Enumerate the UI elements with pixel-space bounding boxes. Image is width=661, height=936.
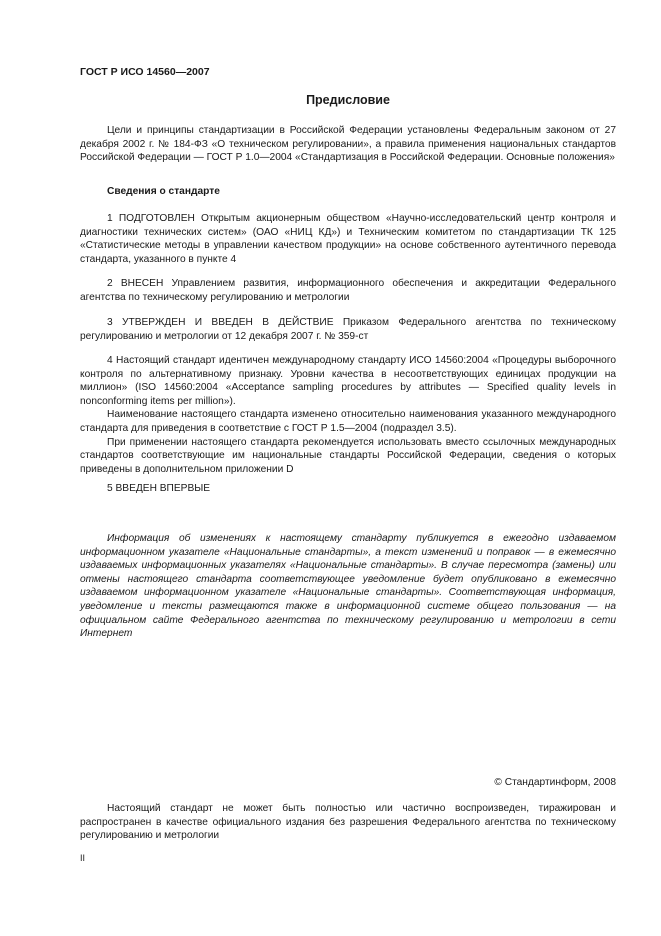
item-5-section	[80, 482, 616, 496]
standard-info-heading: Сведения о стандарте	[107, 186, 220, 197]
document-number-header: ГОСТ Р ИСО 14560—2007	[80, 66, 210, 78]
item-3-section	[80, 316, 616, 343]
changes-notice-section	[80, 532, 616, 641]
intro-paragraph: Цели и принципы стандартизации в Российской Федерации установлены Федеральным законом от 27 декабря 2002 г. № 184-ФЗ «О техническом регулировании», а правила применения национальных стандартов Российской Федерации — ГОСТ Р 1.0—2004 «Стандартизация в Российской Федерации. Основные положения»	[80, 125, 616, 164]
item-4-paragraph: 4 Настоящий стандарт идентичен международному стандарту ИСО 14560:2004 «Процедуры выборочного контроля по альтернативному признаку. Уровни качества в несоответствующих единицах продукции на миллион» (ISO 14560:2004 «Acceptance sampling procedures by attributes — Specified quality levels in nonconforming items per million»).	[80, 355, 616, 407]
reproduction-notice-paragraph: Настоящий стандарт не может быть полностью или частично воспроизведен, тиражирован и распространен в качестве официального издания без разрешения Федерального агентства по техническому регулированию и метрологии	[80, 803, 616, 842]
item-2-section	[80, 277, 616, 304]
intro-section	[80, 124, 616, 165]
page-title: Предисловие	[306, 93, 390, 107]
reproduction-notice-section	[80, 802, 616, 843]
item-4-section	[80, 354, 616, 476]
item-3-paragraph: 3 УТВЕРЖДЕН И ВВЕДЕН В ДЕЙСТВИЕ Приказом Федерального агентства по техническому регулированию и метрологии от 12 декабря 2007 г. № 359-ст	[80, 317, 616, 342]
item-1-paragraph: 1 ПОДГОТОВЛЕН Открытым акционерным обществом «Научно-исследовательский центр контроля и диагностики технических систем» (ОАО «НИЦ КД») и Техническим комитетом по стандартизации ТК 125 «Статистические методы в управлении качеством продукции» на основе собственного аутентичного перевода стандарта, указанного в пункте 4	[80, 213, 616, 265]
item-4-name-change-paragraph: Наименование настоящего стандарта изменено относительно наименования указанного международного стандарта для приведения в соответствие с ГОСТ Р 1.5—2004 (подраздел 3.5).	[80, 409, 616, 434]
item-4-references-paragraph: При применении настоящего стандарта рекомендуется использовать вместо ссылочных международных стандартов соответствующие им национальные стандарты Российской Федерации, сведения о которых приведены в дополнительном приложении D	[80, 436, 616, 475]
changes-notice-paragraph: Информация об изменениях к настоящему стандарту публикуется в ежегодно издаваемом информационном указателе «Национальные стандарты», а текст изменений и поправок — в ежемесячно издаваемых информационных указателях «Национальные стандарты». В случае пересмотра (замены) или отмены настоящего стандарта соответствующее уведомление будет опубликовано в ежемесячно издаваемом информационном указателе «Национальные стандарты». Соответствующая информация, уведомление и тексты размещаются также в информационной системе общего пользования — на официальном сайте Федерального агентства по техническому регулированию и метрологии в сети Интернет	[80, 533, 616, 640]
page-number: II	[80, 853, 86, 863]
copyright-notice: © Стандартинформ, 2008	[494, 777, 616, 788]
item-1-section	[80, 212, 616, 266]
item-5-paragraph: 5 ВВЕДЕН ВПЕРВЫЕ	[107, 483, 211, 494]
item-2-paragraph: 2 ВНЕСЕН Управлением развития, информационного обеспечения и аккредитации Федерального агентства по техническому регулированию и метрологии	[80, 278, 616, 303]
